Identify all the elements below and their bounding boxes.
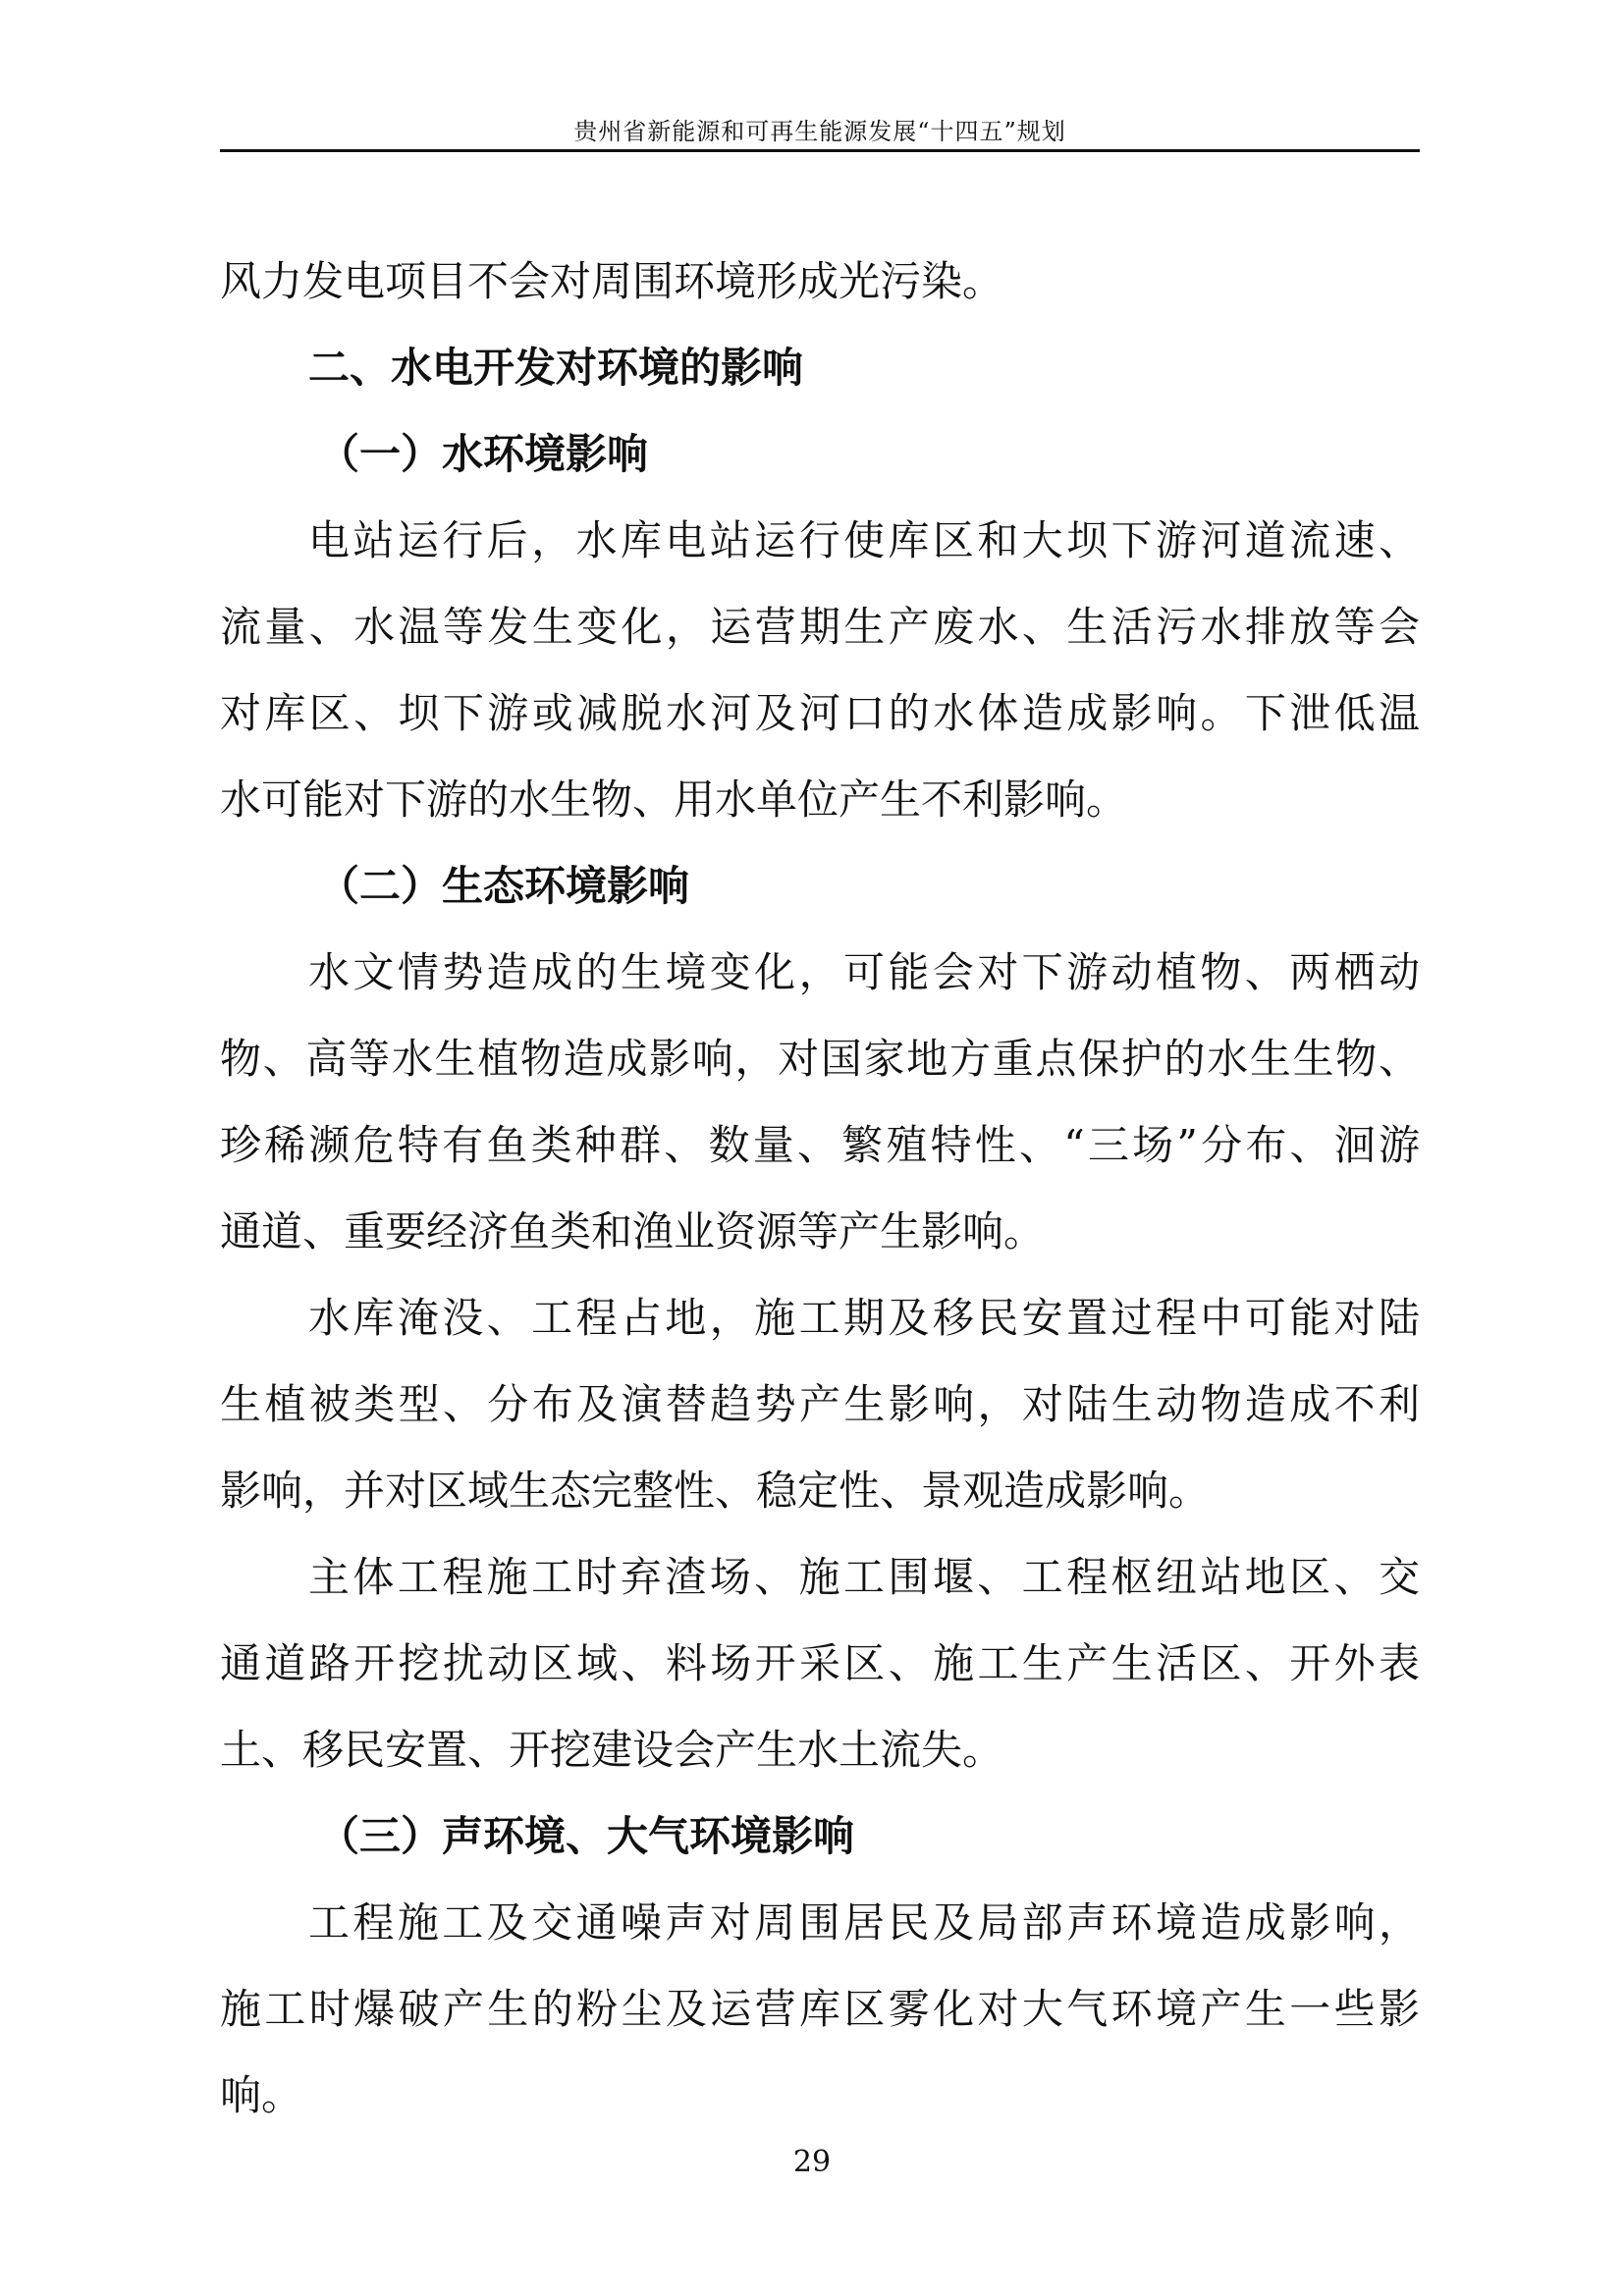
subsection-heading-water: （一）水环境影响 — [318, 430, 649, 478]
paragraph-line: 通道路开挖扰动区域、料场开采区、施工生产生活区、开外表 — [220, 1639, 1420, 1687]
paragraph-line: 生植被类型、分布及演替趋势产生影响，对陆生动物造成不利 — [220, 1380, 1420, 1428]
text-line: 风力发电项目不会对周围环境形成光污染。 — [220, 257, 1004, 305]
paragraph-line: 珍稀濒危特有鱼类种群、数量、繁殖特性、“三场”分布、洄游 — [220, 1121, 1420, 1169]
paragraph-line: 响。 — [220, 2071, 303, 2119]
page-number: 29 — [792, 2145, 832, 2179]
running-header: 贵州省新能源和可再生能源发展“十四五”规划 — [573, 118, 1066, 145]
paragraph-line: 土、移民安置、开挖建设会产生水土流失。 — [220, 1726, 1004, 1774]
paragraph-line: 流量、水温等发生变化，运营期生产废水、生活污水排放等会 — [220, 603, 1420, 651]
paragraph-line: 通道、重要经济鱼类和渔业资源等产生影响。 — [220, 1207, 1046, 1255]
paragraph-line: 物、高等水生植物造成影响，对国家地方重点保护的水生生物、 — [220, 1035, 1420, 1083]
header-rule — [220, 149, 1420, 152]
paragraph-line: 工程施工及交通噪声对周围居民及局部声环境造成影响， — [308, 1898, 1420, 1947]
subsection-heading-ecology: （二）生态环境影响 — [318, 862, 690, 910]
section-heading: 二、水电开发对环境的影响 — [308, 344, 804, 392]
paragraph-line: 影响，并对区域生态完整性、稳定性、景观造成影响。 — [220, 1467, 1211, 1515]
paragraph-line: 主体工程施工时弃渣场、施工围堰、工程枢纽站地区、交 — [308, 1553, 1420, 1601]
paragraph-line: 施工时爆破产生的粉尘及运营库区雾化对大气环境产生一些影 — [220, 1985, 1420, 2033]
paragraph-line: 对库区、坝下游或减脱水河及河口的水体造成影响。下泄低温 — [220, 689, 1420, 737]
page-body — [220, 239, 1420, 2139]
paragraph-line: 水可能对下游的水生物、用水单位产生不利影响。 — [220, 775, 1128, 824]
paragraph-line: 水库淹没、工程占地，施工期及移民安置过程中可能对陆 — [308, 1294, 1420, 1342]
subsection-heading-noise-air: （三）声环境、大气环境影响 — [318, 1812, 855, 1860]
paragraph-line: 水文情势造成的生境变化，可能会对下游动植物、两栖动 — [308, 948, 1420, 996]
paragraph-line: 电站运行后，水库电站运行使库区和大坝下游河道流速、 — [308, 516, 1420, 564]
